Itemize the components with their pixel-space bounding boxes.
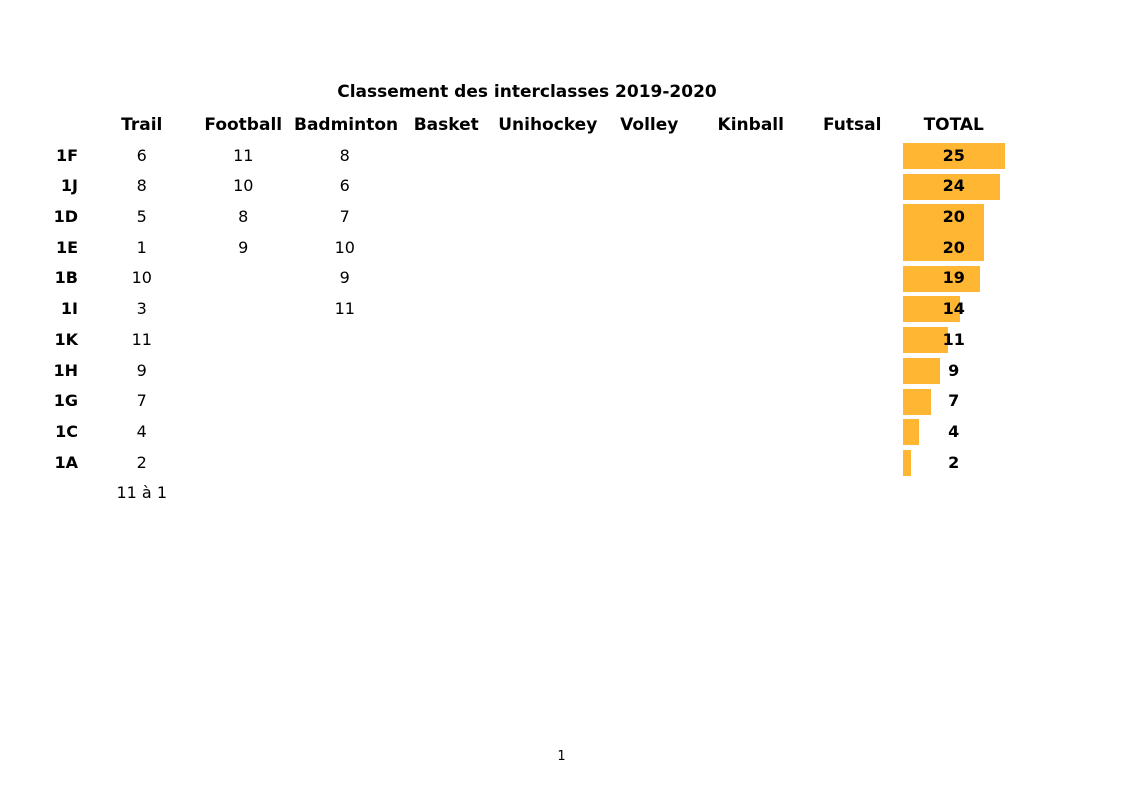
value-cell: 11	[233, 145, 254, 165]
value-cell: 7	[339, 207, 350, 227]
row-label: 1B	[54, 268, 78, 288]
table-row	[0, 294, 1005, 325]
total-value: 20	[942, 237, 965, 257]
value-cell: 10	[334, 237, 355, 257]
total-cell	[903, 294, 1005, 325]
total-cell	[903, 356, 1005, 387]
total-value: 24	[942, 176, 965, 196]
row-label: 1G	[53, 391, 78, 411]
table-row	[0, 141, 1005, 172]
total-cell	[903, 233, 1005, 264]
total-value: 19	[942, 268, 965, 288]
row-label: 1C	[55, 421, 78, 441]
table-row	[0, 171, 1005, 202]
table-row	[0, 356, 1005, 387]
total-value: 4	[948, 421, 960, 441]
column-header: Volley	[620, 115, 679, 135]
value-cell: 7	[136, 391, 147, 411]
column-header: Basket	[413, 115, 479, 135]
total-cell	[903, 325, 1005, 356]
value-cell: 9	[339, 268, 350, 288]
total-value: 11	[942, 329, 965, 349]
table-row	[0, 386, 1005, 417]
footer-note: 11 à 1	[116, 483, 167, 503]
table-footer-row	[0, 478, 1005, 509]
value-cell: 10	[233, 176, 254, 196]
total-value: 25	[942, 145, 965, 165]
total-bar	[903, 419, 919, 445]
total-cell	[903, 448, 1005, 479]
total-value: 9	[948, 360, 960, 380]
row-label: 1F	[55, 145, 78, 165]
value-cell: 9	[136, 360, 147, 380]
value-cell: 5	[136, 207, 147, 227]
page-number: 1	[557, 749, 566, 764]
row-label: 1K	[54, 329, 78, 349]
chart-title: Classement des interclasses 2019-2020	[337, 82, 717, 102]
value-cell: 8	[238, 207, 249, 227]
value-cell: 9	[238, 237, 249, 257]
column-header: Futsal	[823, 115, 882, 135]
total-bar	[903, 327, 948, 353]
total-cell	[903, 417, 1005, 448]
value-cell: 2	[136, 452, 147, 472]
column-header: Kinball	[717, 115, 784, 135]
total-cell	[903, 202, 1005, 233]
column-header: Football	[204, 115, 283, 135]
value-cell: 10	[131, 268, 152, 288]
total-value: 20	[942, 207, 965, 227]
value-cell: 11	[131, 329, 152, 349]
row-label: 1E	[55, 237, 78, 257]
value-cell: 1	[136, 237, 147, 257]
row-label: 1A	[54, 452, 78, 472]
row-label: 1H	[53, 360, 78, 380]
total-bar	[903, 358, 940, 384]
column-header: TOTAL	[923, 115, 984, 135]
table-row	[0, 448, 1005, 479]
total-bar	[903, 389, 931, 415]
table-row	[0, 233, 1005, 264]
row-label: 1D	[53, 207, 78, 227]
value-cell: 11	[334, 299, 355, 319]
ranking-table	[0, 110, 1005, 509]
value-cell: 8	[339, 145, 350, 165]
total-value: 2	[948, 452, 960, 472]
total-value: 14	[942, 299, 965, 319]
table-header-row	[0, 110, 1005, 141]
table-row	[0, 202, 1005, 233]
total-value: 7	[948, 391, 960, 411]
row-label: 1I	[60, 299, 78, 319]
total-cell	[903, 141, 1005, 172]
column-header: Unihockey	[498, 115, 598, 135]
total-bar	[903, 266, 980, 292]
total-cell	[903, 171, 1005, 202]
value-cell: 4	[136, 421, 147, 441]
table-row	[0, 417, 1005, 448]
value-cell: 6	[136, 145, 147, 165]
column-header: Badminton	[294, 115, 399, 135]
column-header: Trail	[121, 115, 163, 135]
total-cell	[903, 386, 1005, 417]
total-bar	[903, 450, 911, 476]
table-row	[0, 263, 1005, 294]
value-cell: 6	[339, 176, 350, 196]
row-label: 1J	[60, 176, 78, 196]
total-cell	[903, 263, 1005, 294]
value-cell: 8	[136, 176, 147, 196]
value-cell: 3	[136, 299, 147, 319]
table-row	[0, 325, 1005, 356]
